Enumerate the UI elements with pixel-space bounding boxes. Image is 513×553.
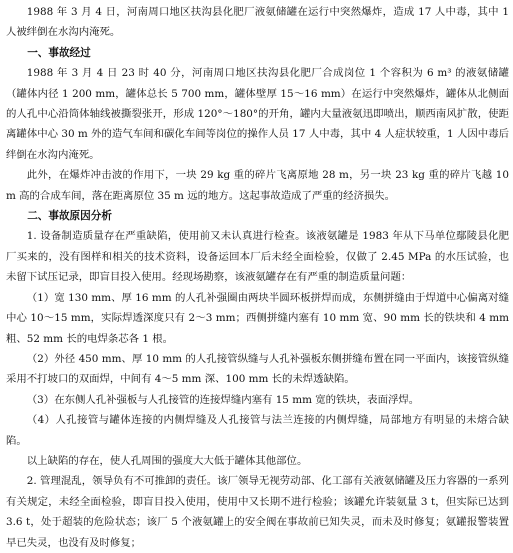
intro-paragraph: 1988 年 3 月 4 日，河南周口地区扶沟县化肥厂液氨储罐在运行中突然爆炸，造成 17 人中毒，其中 1 人被绊倒在水沟内淹死。: [6, 6, 509, 39]
paragraph-accident-detail: 1988 年 3 月 4 日 23 时 40 分，河南周口地区扶沟县化肥厂合成岗位 1 个容积为 6 m³ 的液氨储罐（罐体内径 1 200 mm，罐体总长 5 700 mm，罐体壁厚 15～16 mm）在运行中突然爆炸，罐体从北侧面的人孔中心沿筒体轴线被撕裂张开，形成 120°～180°的开角，罐内大量液氨迅即喷出，顺西南风扩散，使距离罐体中心 30 m 外的造气车间和碳化车间等岗位的操作人员 17 人中毒，其中 4 人症状较重，1 人因中毒后绊倒在水沟内淹死。: [6, 67, 509, 161]
paragraph-cause-1: 1. 设备制造质量存在严重缺陷，使用前又未认真进行检查。该液氨罐是 1983 年从下马单位鄢陵县化肥厂买来的，没有图样和相关的技术资料，设备运回本厂后未经全面检验，仅做了 2.45 MPa 的水压试验，也未留下试压记录，即盲目投入使用。经现场勘察，该液氨罐存在有严重的制造质量问题：: [6, 230, 509, 284]
paragraph-defect-3: （3）在东侧人孔补强板与人孔接管的连接焊缝内塞有 15 mm 宽的铁块，表面浮焊。: [26, 393, 420, 406]
section-heading-cause-analysis: 二、事故原因分析: [27, 210, 112, 223]
section-heading-accident-process: 一、事故经过: [27, 46, 91, 59]
paragraph-defect-summary: 以上缺陷的存在，使人孔周围的强度大大低于罐体其他部位。: [26, 454, 308, 467]
paragraph-defect-2: （2）外径 450 mm、厚 10 mm 的人孔接管纵缝与人孔补强板东侧拼缝布置在同一平面内，该接管纵缝采用不打坡口的双面焊，中间有 4～5 mm 深、100 mm 长的未焊透缺陷。: [6, 352, 509, 386]
paragraph-cause-2: 2. 管理混乱，领导负有不可推卸的责任。该厂领导无视劳动部、化工部有关液氨储罐及压力容器的一系列有关规定，未经全面检验，即盲目投入使用，使用中又长期不进行检验；该罐允许装氨量 3 t，但实际已达到 3.6 t，处于超装的危险状态；该厂 5 个液氨罐上的安全阀在事故前已知失灵，而未及时修复；氨罐报警装置早已失灵，也没有及时修复；: [6, 475, 509, 549]
paragraph-defect-4: （4）人孔接管与罐体连接的内侧焊缝及人孔接管与法兰连接的内侧焊缝，局部地方有明显的未熔合缺陷。: [6, 414, 509, 447]
paragraph-fragments: 此外，在爆炸冲击波的作用下，一块 29 kg 重的碎片飞离原地 28 m，另一块 23 kg 重的碎片飞越 10 m 高的合成车间，落在距离原位 35 m 远的地方。这起事故造成了严重的经济损失。: [6, 169, 509, 202]
paragraph-defect-1: （1）宽 130 mm、厚 16 mm 的人孔补强圈由两块半圆环板拼焊而成，东侧拼缝由于焊道中心偏离对缝中心 10～15 mm，实际焊透深度只有 2～3 mm；西侧拼缝内塞有 10 mm 宽、90 mm 长的铁块和 4 mm 粗、52 mm 长的电焊条芯各 1 根。: [6, 291, 509, 345]
